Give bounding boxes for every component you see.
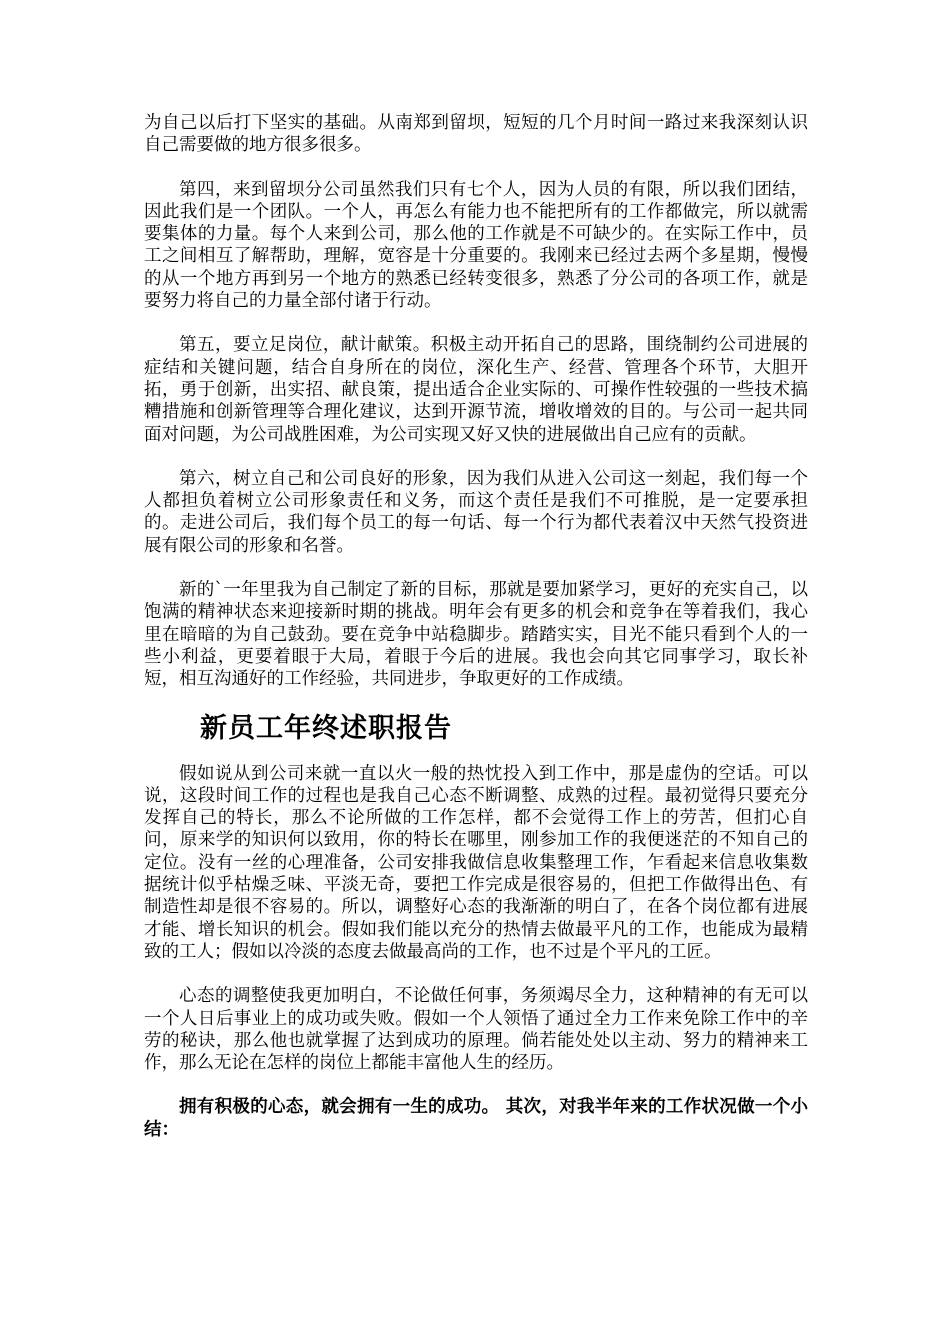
paragraph-fifth: 第五，要立足岗位，献计献策。积极主动开拓自己的思路，围绕制约公司进展的症结和关键问题，结合自身所在的岗位，深化生产、经营、管理各个环节，大胆开拓，勇于创新，出实招、献良策，提出适合企业实际的、可操作性较强的一些技术搞糟措施和创新管理等合理化建议，达到开源节流，增收增效的目的。与公司一起共同面对问题，为公司战胜困难，为公司实现又好又快的进展做出自己应有的贡献。 bbox=[144, 335, 808, 445]
paragraph-sixth: 第六，树立自己和公司良好的形象，因为我们从进入公司这一刻起，我们每一个人都担负着树立公司形象责任和义务，而这个责任是我们不可推脱，是一定要承担的。走进公司后，我们每个员工的每一句话、每一个行为都代表着汉中天然气投资进展有限公司的形象和名誉。 bbox=[144, 468, 808, 556]
document-page bbox=[144, 112, 808, 1141]
paragraph-fourth: 第四，来到留坝分公司虽然我们只有七个人，因为人员的有限，所以我们团结，因此我们是一个团队。一个人，再怎么有能力也不能把所有的工作都做完，所以就需要集体的力量。每个人来到公司，那么他的工作就是不可缺少的。在实际工作中，员工之间相互了解帮助，理解，宽容是十分重要的。我刚来已经过去两个多星期，慢慢的从一个地方再到另一个地方的熟悉已经转变很多，熟悉了分公司的各项工作，就是要努力将自己的力量全部付诸于行动。 bbox=[144, 179, 808, 312]
paragraph-intro: 假如说从到公司来就一直以火一般的热忱投入到工作中，那是虚伪的空话。可以说，这段时间工作的过程也是我自己心态不断调整、成熟的过程。最初觉得只要充分发挥自己的特长，那么不论所做的工作怎样，都不会觉得工作上的劳苦，但扪心自问，原来学的知识何以致用，你的特长在哪里，刚参加工作的我便迷茫的不知自己的定位。没有一丝的心理准备，公司安排我做信息收集整理工作，乍看起来信息收集数据统计似乎枯燥乏味、平淡无奇，要把工作完成是很容易的，但把工作做得出色、有制造性却是很不容易的。所以，调整好心态的我渐渐的明白了，在各个岗位都有进展才能、增长知识的机会。假如我们能以充分的热情去做最平凡的工作，也能成为最精致的工人；假如以冷淡的态度去做最高尚的工作，也不过是个平凡的工匠。 bbox=[144, 763, 808, 962]
paragraph-continuation: 为自己以后打下坚实的基础。从南郑到留坝，短短的几个月时间一路过来我深刻认识自己需要做的地方很多很多。 bbox=[144, 113, 808, 156]
paragraph-summary-lead: 拥有积极的心态，就会拥有一生的成功。 其次，对我半年来的工作状况做一个小结： bbox=[144, 1097, 808, 1140]
report-heading: 新员工年终述职报告 bbox=[200, 712, 452, 744]
paragraph-mindset: 心态的调整使我更加明白，不论做任何事，务须竭尽全力，这种精神的有无可以一个人日后事业上的成功或失败。假如一个人领悟了通过全力工作来免除工作中的辛劳的秘诀，那么他也就掌握了达到成功的原理。倘若能处处以主动、努力的精神来工作，那么无论在怎样的岗位上都能丰富他人生的经历。 bbox=[144, 986, 808, 1074]
paragraph-new-year-goals: 新的`一年里我为自己制定了新的目标，那就是要加紧学习，更好的充实自己，以饱满的精神状态来迎接新时期的挑战。明年会有更多的机会和竞争在等着我们，我心里在暗暗的为自己鼓劲。要在竞争中站稳脚步。踏踏实实，目光不能只看到个人的一些小利益，更要着眼于大局，着眼于今后的进展。我也会向其它同事学习，取长补短，相互沟通好的工作经验，共同进步，争取更好的工作成绩。 bbox=[144, 580, 808, 690]
